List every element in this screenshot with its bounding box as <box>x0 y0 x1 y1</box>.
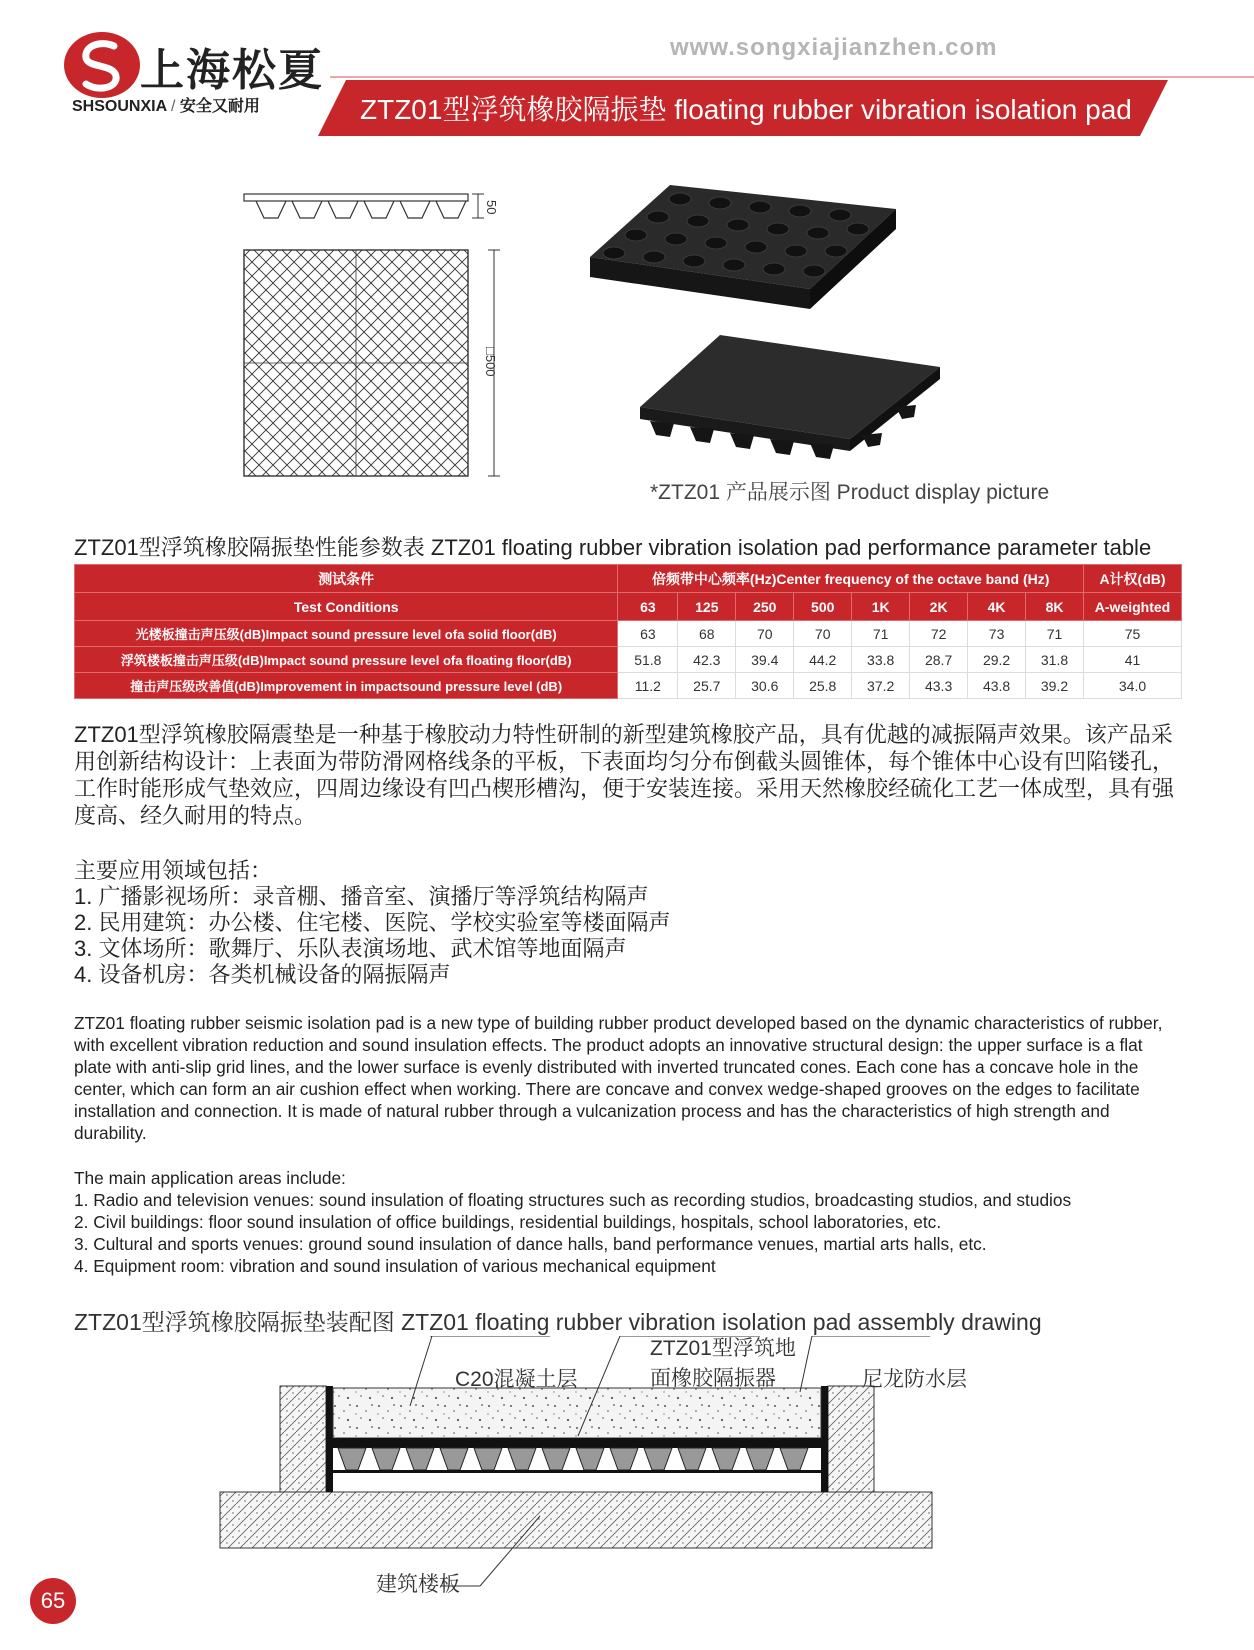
table-cell: 70 <box>736 621 794 647</box>
dim-height-label: 50 <box>484 200 499 215</box>
table-cell: 39.2 <box>1026 673 1084 699</box>
table-cell: 72 <box>910 621 968 647</box>
table-cell: 34.0 <box>1084 673 1182 699</box>
brand-slogan: 安全又耐用 <box>179 98 260 115</box>
brand-en-text: SHSOUNXIA <box>72 98 167 115</box>
table-cell: 71 <box>852 621 910 647</box>
list-item: 2. Civil buildings: floor sound insulation of office buildings, residential buildings, hospitals, school laboratories, etc. <box>74 1212 942 1232</box>
freq-col: 8K <box>1026 593 1084 621</box>
table-cell: 51.8 <box>618 647 678 673</box>
list-item: 1. Radio and television venues: sound insulation of floating structures such as recording studios, broadcasting studios, and studios <box>74 1190 1072 1210</box>
list-item: 4. Equipment room: vibration and sound insulation of various mechanical equipment <box>74 1256 716 1276</box>
table-cell: 41 <box>1084 647 1182 673</box>
brand-logo-icon <box>62 30 142 100</box>
table-cell: 29.2 <box>968 647 1026 673</box>
product-caption: *ZTZ01 产品展示图 Product display picture <box>650 481 1050 504</box>
description-en: ZTZ01 floating rubber seismic isolation pad is a new type of building rubber product developed based on the dynamic characteristics of rubber, with excellent vibration reduction and sound insulation effects. The product adopts an innovative structural design: the upper surface is a flat plate with anti-slip grid lines, and the lower surface is evenly distributed with inverted truncated cones. Each cone has a concave hole in the center, which can form an air cushion effect when working. There are concave and convex wedge-shaped grooves on the edges to facilitate installation and connection. It is made of natural rubber through a vulcanization process and has the characteristics of high strength and durability. <box>74 1013 1163 1143</box>
table-cell: 43.3 <box>910 673 968 699</box>
table-row <box>75 673 1182 699</box>
table-cell: 63 <box>618 621 678 647</box>
label-concrete: C20混凝土层 <box>455 1368 578 1391</box>
brand-name-cn: 上海松夏 <box>140 46 324 95</box>
description-cn: ZTZ01型浮筑橡胶隔震垫是一种基于橡胶动力特性研制的新型建筑橡胶产品，具有优越的减振隔声效果。该产品采用创新结构设计：上表面为带防滑网格线条的平板，下表面均匀分布倒截头圆锥体，每个锥体中心设有凹陷镂孔，工作时能形成气垫效应，四周边缘设有凹凸楔形槽沟，便于安装连接。采用天然橡胶经硫化工艺一体成型，具有强度高、经久耐用的特点。 <box>74 722 1175 828</box>
list-item: 3. 文体场所：歌舞厅、乐队表演场地、武术馆等地面隔声 <box>74 936 627 961</box>
freq-col: 4K <box>968 593 1026 621</box>
freq-col: 1K <box>852 593 910 621</box>
table-cell: 44.2 <box>794 647 852 673</box>
table-cell: 28.7 <box>910 647 968 673</box>
banner-title: ZTZ01型浮筑橡胶隔振垫 floating rubber vibration isolation pad <box>360 94 1132 125</box>
list-item: 2. 民用建筑：办公楼、住宅楼、医院、学校实验室等楼面隔声 <box>74 910 671 935</box>
row-label: 撞击声压级改善值(dB)Improvement in impactsound pressure level (dB) <box>75 673 618 699</box>
performance-table <box>74 564 1182 699</box>
table-cell: 75 <box>1084 621 1182 647</box>
table-title: ZTZ01型浮筑橡胶隔振垫性能参数表 ZTZ01 floating rubber vibration isolation pad performance parameter table <box>74 535 1152 560</box>
table-cell: 30.6 <box>736 673 794 699</box>
table-cell: 25.8 <box>794 673 852 699</box>
label-waterproof: 尼龙防水层 <box>862 1368 967 1391</box>
brand-name-en: SHSOUNXIA / 安全又耐用 <box>72 98 260 115</box>
applications-en <box>74 1167 1071 1277</box>
label-isolator-line2: 面橡胶隔振器 <box>650 1367 776 1390</box>
label-floor: 建筑楼板 <box>376 1573 460 1596</box>
table-cell: 31.8 <box>1026 647 1084 673</box>
pad-technical-drawing <box>238 192 528 502</box>
table-header-row <box>75 565 1182 593</box>
table-cell: 11.2 <box>618 673 678 699</box>
table-cell: 33.8 <box>852 647 910 673</box>
page-number: 65 <box>30 1578 76 1624</box>
product-photo-bottom <box>640 335 950 465</box>
freq-col: 250 <box>736 593 794 621</box>
conditions-header-en: Test Conditions <box>75 593 618 621</box>
table-cell: 42.3 <box>678 647 736 673</box>
freq-col: 2K <box>910 593 968 621</box>
row-label: 浮筑楼板撞击声压级(dB)Impact sound pressure level ofa floating floor(dB) <box>75 647 618 673</box>
table-subheader-row <box>75 593 1182 621</box>
header-divider <box>330 76 1254 78</box>
assembly-title: ZTZ01型浮筑橡胶隔振垫装配图 ZTZ01 floating rubber vibration isolation pad assembly drawing <box>74 1309 1042 1335</box>
table-cell: 73 <box>968 621 1026 647</box>
freq-col: 125 <box>678 593 736 621</box>
dim-size-label: □500 <box>483 347 498 377</box>
table-cell: 70 <box>794 621 852 647</box>
list-item: 3. Cultural and sports venues: ground sound insulation of dance halls, band performance venues, martial arts halls, etc. <box>74 1234 987 1254</box>
applications-heading-cn: 主要应用领域包括： <box>74 858 273 883</box>
list-item: 4. 设备机房：各类机械设备的隔振隔声 <box>74 962 451 987</box>
applications-heading-en: The main application areas include: <box>74 1168 346 1188</box>
freq-col: 63 <box>618 593 678 621</box>
table-cell: 37.2 <box>852 673 910 699</box>
applications-cn <box>74 858 670 988</box>
table-cell: 25.7 <box>678 673 736 699</box>
table-cell: 68 <box>678 621 736 647</box>
frequency-header: 倍频带中心频率(Hz)Center frequency of the octave band (Hz) <box>618 565 1084 593</box>
product-photo-top <box>590 185 910 315</box>
row-label: 光楼板撞击声压级(dB)Impact sound pressure level ofa solid floor(dB) <box>75 621 618 647</box>
list-item: 1. 广播影视场所：录音棚、播音室、演播厅等浮筑结构隔声 <box>74 884 649 909</box>
aweight-subheader: A-weighted <box>1084 593 1182 621</box>
freq-col: 500 <box>794 593 852 621</box>
conditions-header-cn: 测试条件 <box>75 565 618 593</box>
table-row <box>75 647 1182 673</box>
website-url[interactable]: www.songxiajianzhen.com <box>670 34 998 61</box>
table-row <box>75 621 1182 647</box>
label-isolator-line1: ZTZ01型浮筑地 <box>650 1337 796 1360</box>
table-cell: 71 <box>1026 621 1084 647</box>
table-cell: 43.8 <box>968 673 1026 699</box>
aweight-header: A计权(dB) <box>1084 565 1182 593</box>
table-cell: 39.4 <box>736 647 794 673</box>
